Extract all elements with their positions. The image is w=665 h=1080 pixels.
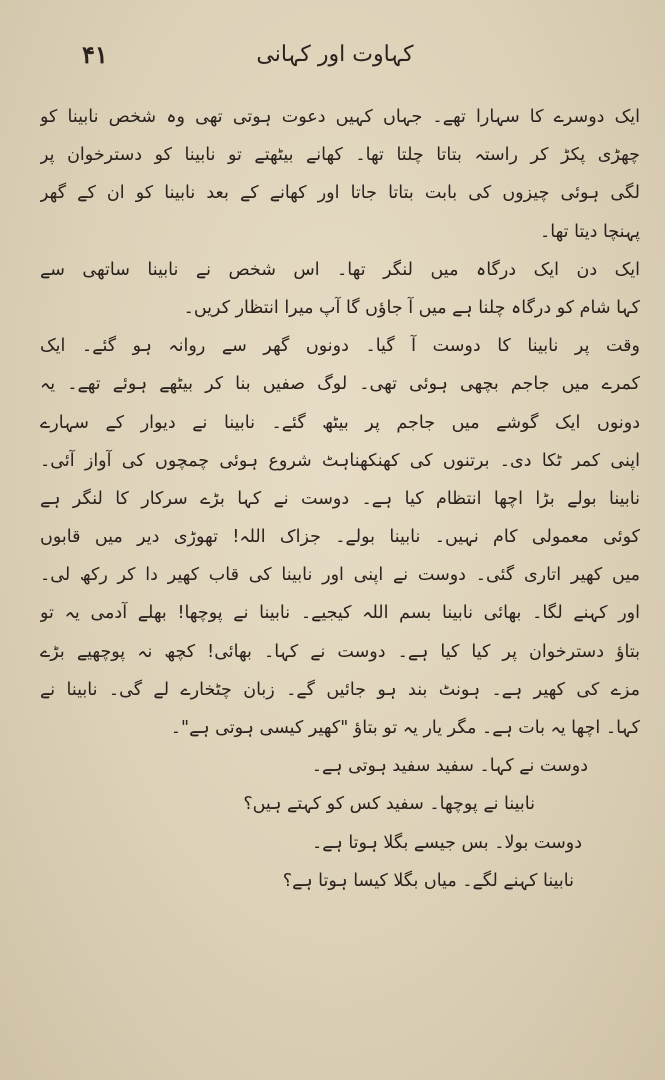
dialogue-line: دوست بولا۔ بس جیسے بگلا ہوتا ہے۔	[312, 832, 582, 853]
running-title: کہاوت اور کہانی	[256, 42, 414, 67]
text-line: کمرے میں جاجم بچھی ہوئی تھی۔ لوگ صفیں بنا کر بیٹھے ہوئے تھے۔ یہ	[40, 374, 640, 395]
text-line: وقت پر نابینا کا دوست آ گیا۔ دونوں گھر سے روانہ ہو گئے۔ ایک	[40, 336, 640, 357]
dialogue-line: نابینا نے پوچھا۔ سفید کس کو کہتے ہیں؟	[243, 794, 535, 815]
text-line: اور کہنے لگا۔ بھائی نابینا بسم اللہ کیجیے۔ نابینا نے پوچھا! بھلے آدمی یہ تو	[40, 603, 640, 624]
page-number: ۴۱	[82, 40, 108, 69]
text-line: اپنی کمر ٹکا دی۔ برتنوں کی کھنکھناہٹ شروع ہوئی چمچوں کی آواز آئی۔	[40, 450, 640, 471]
text-line: کہا۔ اچھا یہ بات ہے۔ مگر یار یہ تو بتاؤ "کھیر کیسی ہوتی ہے"۔	[170, 718, 640, 738]
text-line: ایک دن ایک درگاہ میں لنگر تھا۔ اس شخص نے نابینا ساتھی سے	[40, 259, 640, 280]
text-line: مزے کی کھیر ہے۔ ہونٹ بند ہو جائیں گے۔ زبان چٹخارے لے گی۔ نابینا نے	[40, 679, 640, 700]
text-line: میں کھیر اتاری گئی۔ دوست نے اپنی اور نابینا کی قاب کھیر دا کر رکھ لی۔	[40, 565, 640, 586]
text-line: کوئی معمولی کام نہیں۔ نابینا بولے۔ جزاک اللہ! تھوڑی دیر میں قابوں	[40, 527, 640, 548]
dialogue-line: نابینا کہنے لگے۔ میاں بگلا کیسا ہوتا ہے؟	[282, 870, 574, 891]
text-line: پہنچا دیتا تھا۔	[540, 221, 640, 242]
text-line: بتاؤ دسترخوان پر کیا کیا ہے۔ دوست نے کہا۔ بھائی! کچھ نہ پوچھیے بڑے	[40, 641, 640, 662]
page-header	[0, 38, 665, 78]
text-line: چھڑی پکڑ کر راستہ بتاتا چلتا تھا۔ کھانے بیٹھتے تو نابینا کو دسترخوان پر	[40, 145, 640, 166]
text-line: ایک دوسرے کا سہارا تھے۔ جہاں کہیں دعوت ہوتی تھی وہ شخص نابینا کو	[40, 107, 640, 127]
dialogue-line: دوست نے کہا۔ سفید سفید ہوتی ہے۔	[311, 756, 588, 777]
text-line: لگی ہوئی چیزوں کی بابت بتاتا جاتا اور کھانے کے بعد نابینا کو ان کے گھر	[40, 183, 640, 204]
text-line: کہا شام کو درگاہ چلنا ہے میں آ جاؤں گا آپ میرا انتظار کریں۔	[183, 297, 640, 318]
text-line: نابینا بولے بڑا اچھا انتظام کیا ہے۔ دوست نے کہا بڑے سرکار کا لنگر ہے	[40, 488, 640, 509]
text-line: دونوں ایک گوشے میں جاجم پر بیٹھ گئے۔ نابینا نے دیوار کے سہارے	[40, 412, 640, 433]
body-text	[40, 98, 640, 900]
